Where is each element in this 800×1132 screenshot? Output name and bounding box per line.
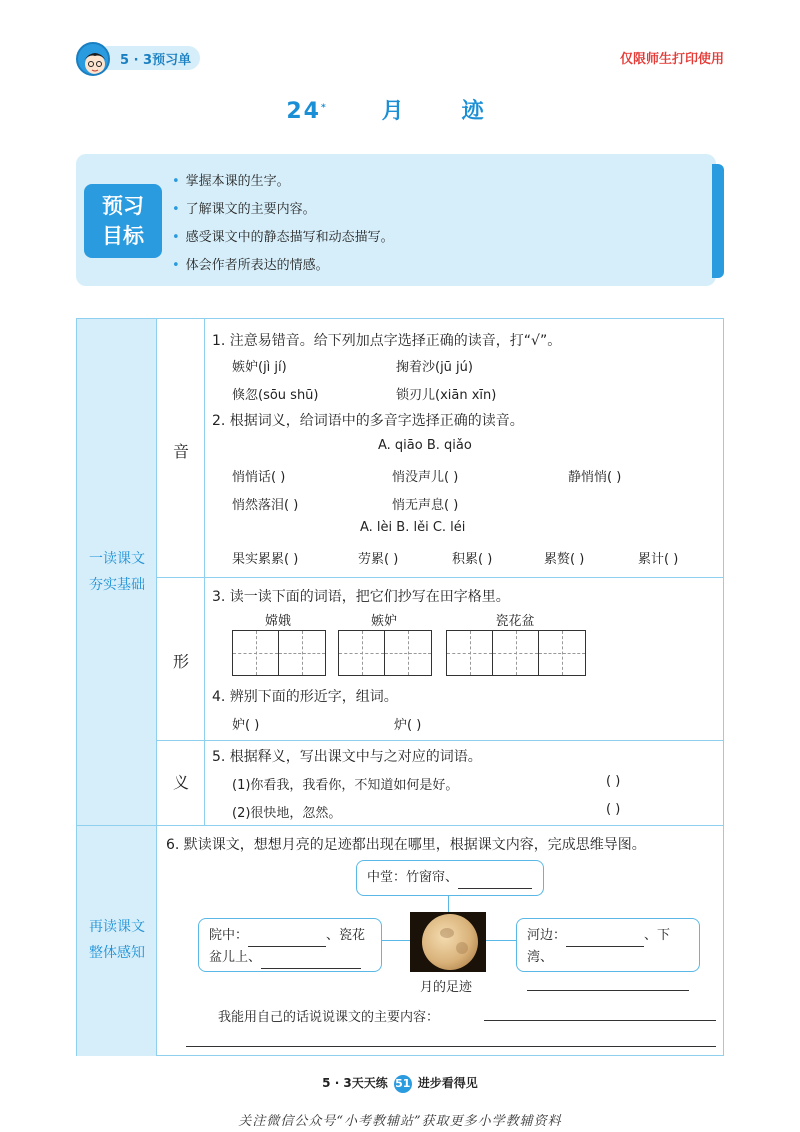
section-divider xyxy=(77,825,724,826)
summary-line[interactable] xyxy=(186,1046,716,1047)
goals-label-line1: 预习 xyxy=(102,194,144,218)
goal-item: • 感受课文中的静态描写和动态描写。 xyxy=(172,224,394,252)
q1-item-b: 掬着沙(jū jú) xyxy=(396,360,473,375)
mindmap-left-text1: 院中： xyxy=(209,928,249,943)
q3-title: 3. 读一读下面的词语，把它们抄写在田字格里。 xyxy=(212,589,510,605)
mindmap-left-text2: 盆儿上、 xyxy=(209,950,262,965)
sub-yi-cell xyxy=(157,740,205,825)
section-2-line2: 整体感知 xyxy=(89,945,145,961)
answer-blank[interactable] xyxy=(248,933,326,947)
q3-word-2: 嫉妒 xyxy=(370,614,397,629)
goal-item: • 体会作者所表达的情感。 xyxy=(172,252,394,280)
title-asterisk: * xyxy=(320,102,328,113)
q2-word-5: 悄无声息( ) xyxy=(392,498,459,513)
goals-label xyxy=(84,184,162,258)
title-char-1: 月 xyxy=(381,99,406,124)
q2-word-10: 累计( ) xyxy=(638,552,679,567)
print-note: 仅限师生打印使用 xyxy=(619,52,724,67)
q1-item-c: 倏忽(sōu shū) xyxy=(232,388,319,403)
mindmap-connector xyxy=(486,940,516,941)
sub-xing-cell xyxy=(157,577,205,740)
q2-word-9: 累赘( ) xyxy=(544,552,585,567)
mindmap-left-text1b: 、瓷花 xyxy=(326,928,366,943)
moon-caption: 月的足迹 xyxy=(420,980,473,995)
sub-yin-label: 音 xyxy=(172,442,189,461)
q2-options-2: A. lèi B. lěi C. léi xyxy=(360,520,466,535)
q5-answer-b[interactable]: ( ) xyxy=(606,802,621,817)
sub-yin-cell xyxy=(157,319,205,577)
footer-left: 5 · 3天天练 xyxy=(322,1076,388,1090)
answer-blank[interactable] xyxy=(261,955,361,969)
q5-title: 5. 根据释义，写出课文中与之对应的词语。 xyxy=(212,749,482,765)
footer-right: 进步看得见 xyxy=(417,1076,478,1090)
sub-yi-label: 义 xyxy=(172,773,189,792)
mindmap-connector xyxy=(382,940,410,941)
goals-edge-bar xyxy=(712,164,724,278)
mindmap-right-node xyxy=(516,918,700,972)
q2-word-4: 悄然落泪( ) xyxy=(232,498,299,513)
q3-word-1: 嫦娥 xyxy=(264,614,291,629)
q2-options-1: A. qiāo B. qiǎo xyxy=(378,438,472,453)
goals-list xyxy=(172,168,394,280)
sub-xing-label: 形 xyxy=(172,652,189,671)
q2-word-1: 悄悄话( ) xyxy=(232,470,286,485)
header-badge xyxy=(76,42,202,74)
q2-word-8: 积累( ) xyxy=(452,552,493,567)
lesson-number: 24 xyxy=(286,99,321,124)
section-1-line2: 夯实基础 xyxy=(89,577,145,593)
mindmap-top-node xyxy=(356,860,544,896)
q2-title: 2. 根据词义，给词语中的多音字选择正确的读音。 xyxy=(212,413,524,429)
q6-title: 6. 默读课文，想想月亮的足迹都出现在哪里，根据课文内容，完成思维导图。 xyxy=(166,837,646,853)
tianzige-grid-3[interactable] xyxy=(446,630,586,676)
q5-item-a: (1)你看我，我看你，不知道如何是好。 xyxy=(232,778,459,793)
answer-blank[interactable] xyxy=(527,977,689,991)
q5-item-b: (2)很快地，忽然。 xyxy=(232,806,342,821)
page-title xyxy=(0,94,800,125)
row-divider xyxy=(157,577,724,578)
q1-item-d: 锁刃儿(xiān xīn) xyxy=(396,388,497,403)
section-2-cell xyxy=(77,825,157,1056)
title-char-2: 迹 xyxy=(461,99,486,124)
mindmap-connector xyxy=(448,894,449,912)
page-number: 51 xyxy=(394,1075,412,1093)
section-1-cell xyxy=(77,319,157,825)
section-1-line1: 一读课文 xyxy=(89,551,145,567)
tianzige-grid-2[interactable] xyxy=(338,630,432,676)
mindmap-right-text1: 河边： xyxy=(527,928,567,943)
watermark: 关注微信公众号“小考教辅站”获取更多小学教辅资料 xyxy=(238,1114,562,1129)
q1-item-a: 嫉妒(jì jí) xyxy=(232,360,287,375)
answer-blank[interactable] xyxy=(566,933,644,947)
moon-photo xyxy=(410,912,486,972)
mindmap-top-text: 中堂：竹窗帘、 xyxy=(367,870,459,885)
tianzige-grid-1[interactable] xyxy=(232,630,326,676)
q3-word-3: 瓷花盆 xyxy=(495,614,535,629)
mindmap-left-node xyxy=(198,918,382,972)
q5-answer-a[interactable]: ( ) xyxy=(606,774,621,789)
page-footer xyxy=(0,1074,800,1093)
summary-prompt: 我能用自己的话说说课文的主要内容： xyxy=(218,1010,440,1025)
row-divider xyxy=(157,740,724,741)
goals-panel xyxy=(76,154,716,286)
q2-word-3: 静悄悄( ) xyxy=(568,470,622,485)
badge-pill xyxy=(96,46,200,70)
answer-blank[interactable] xyxy=(458,875,532,889)
q2-word-6: 果实累累( ) xyxy=(232,552,299,567)
goal-item: • 了解课文的主要内容。 xyxy=(172,196,394,224)
q4-item-b[interactable]: 炉( ) xyxy=(394,718,422,733)
q1-title: 1. 注意易错音。给下列加点字选择正确的读音，打“√”。 xyxy=(212,333,562,349)
mascot-icon xyxy=(76,42,110,76)
q2-word-7: 劳累( ) xyxy=(358,552,399,567)
q4-title: 4. 辨别下面的形近字，组词。 xyxy=(212,689,398,705)
badge-text: 5 · 3预习单 xyxy=(120,53,192,68)
mindmap-right-text1b: 、下湾、 xyxy=(527,928,671,965)
section-2-line1: 再读课文 xyxy=(89,919,145,935)
goals-label-line2: 目标 xyxy=(102,224,144,248)
q4-item-a[interactable]: 妒( ) xyxy=(232,718,260,733)
q2-word-2: 悄没声儿( ) xyxy=(392,470,459,485)
summary-line[interactable] xyxy=(484,1020,716,1021)
goal-item: • 掌握本课的生字。 xyxy=(172,168,394,196)
